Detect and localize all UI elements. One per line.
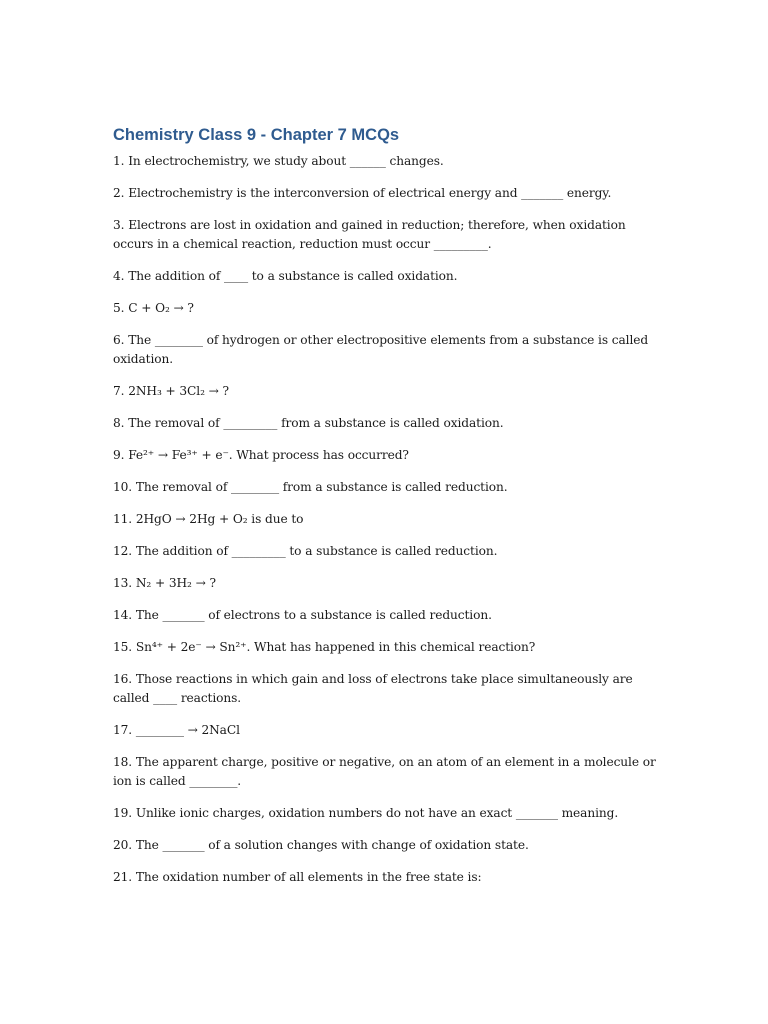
- question-10: 10. The removal of ________ from a substance is called reduction.: [113, 480, 508, 494]
- question-20: 20. The _______ of a solution changes with change of oxidation state.: [113, 838, 529, 852]
- question-14: 14. The _______ of electrons to a substance is called reduction.: [113, 608, 492, 622]
- question-9: 9. Fe²⁺ → Fe³⁺ + e⁻. What process has occurred?: [113, 448, 409, 462]
- question-18: 18. The apparent charge, positive or negative, on an atom of an element in a molecule or ion is called ________.: [113, 755, 656, 788]
- question-6: 6. The ________ of hydrogen or other electropositive elements from a substance is called oxidation.: [113, 333, 649, 366]
- question-2: 2. Electrochemistry is the interconversion of electrical energy and _______ energy.: [113, 186, 612, 200]
- question-15: 15. Sn⁴⁺ + 2e⁻ → Sn²⁺. What has happened in this chemical reaction?: [113, 640, 536, 654]
- document-title: Chemistry Class 9 - Chapter 7 MCQs: [113, 126, 400, 144]
- question-7: 7. 2NH₃ + 3Cl₂ → ?: [113, 384, 229, 398]
- question-1: 1. In electrochemistry, we study about ______ changes.: [113, 154, 444, 168]
- question-17: 17. ________ → 2NaCl: [113, 723, 240, 737]
- question-11: 11. 2HgO → 2Hg + O₂ is due to: [113, 512, 304, 526]
- question-5: 5. C + O₂ → ?: [113, 301, 194, 315]
- question-3: 3. Electrons are lost in oxidation and gained in reduction; therefore, when oxidation occurs in a chemical reaction, reduction must occur _________.: [113, 218, 626, 251]
- question-12: 12. The addition of _________ to a substance is called reduction.: [113, 544, 498, 558]
- question-19: 19. Unlike ionic charges, oxidation numbers do not have an exact _______ meaning.: [113, 806, 619, 820]
- document-page: [113, 124, 658, 900]
- question-list: [113, 152, 658, 887]
- question-8: 8. The removal of _________ from a substance is called oxidation.: [113, 416, 504, 430]
- question-16: 16. Those reactions in which gain and loss of electrons take place simultaneously are called ____ reactions.: [113, 672, 633, 705]
- question-13: 13. N₂ + 3H₂ → ?: [113, 576, 216, 590]
- question-21: 21. The oxidation number of all elements in the free state is:: [113, 870, 482, 884]
- question-4: 4. The addition of ____ to a substance is called oxidation.: [113, 269, 458, 283]
